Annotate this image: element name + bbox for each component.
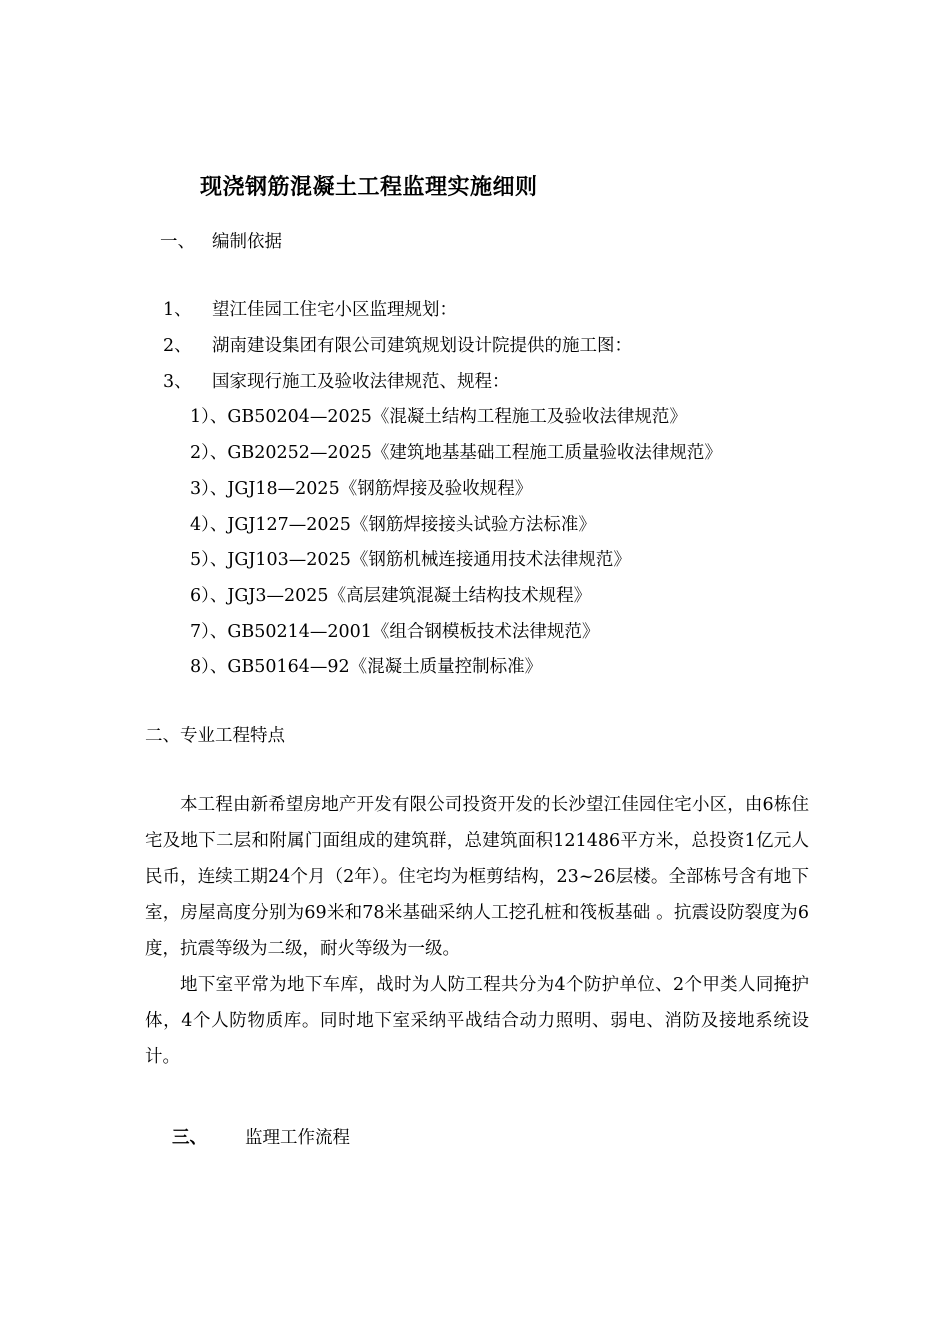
section3-heading: 监理工作流程 — [245, 1128, 350, 1148]
section2-heading: 二、专业工程特点 — [145, 726, 285, 746]
list-item-number: 1、 — [163, 300, 192, 320]
section1-number: 一、 — [160, 232, 195, 252]
section1-heading: 编制依据 — [212, 232, 282, 252]
sub-list-item: 8）、GB50164—92《混凝土质量控制标准》 — [190, 657, 543, 677]
paragraph: 地下室平常为地下车库，战时为人防工程共分为4个防护单位、2个甲类人同掩护体，4个人防物质库。同时地下室采纳平战结合动力照明、弱电、消防及接地系统设计。 — [145, 975, 809, 1067]
list-item: 国家现行施工及验收法律规范、规程： — [212, 372, 510, 392]
list-item-number: 3、 — [163, 372, 192, 392]
sub-list-item: 3）、JGJ18—2025《钢筋焊接及验收规程》 — [190, 479, 533, 499]
sub-list-item: 1）、GB50204—2025《混凝土结构工程施工及验收法律规范》 — [190, 407, 687, 427]
sub-list-item: 2）、GB20252—2025《建筑地基基础工程施工质量验收法律规范》 — [190, 443, 722, 463]
paragraph: 本工程由新希望房地产开发有限公司投资开发的长沙望江佳园住宅小区，由6栋住宅及地下二层和附属门面组成的建筑群，总建筑面积121486平方米，总投资1亿元人民币，连续工期24个月（2年）。住宅均为框剪结构，23~26层楼。全部栋号含有地下室，房屋高度分别为69米和78米基础采纳人工挖孔桩和筏板基础 。抗震设防裂度为6度，抗震等级为二级，耐火等级为一级。 — [145, 795, 809, 959]
page-title: 现浇钢筋混凝土工程监理实施细则 — [200, 174, 538, 200]
section3-number: 三、 — [172, 1128, 207, 1148]
section2-body — [145, 787, 809, 1075]
sub-list-item: 7）、GB50214—2001《组合钢模板技术法律规范》 — [190, 622, 600, 642]
list-item-number: 2、 — [163, 336, 192, 356]
list-item: 湖南建设集团有限公司建筑规划设计院提供的施工图： — [212, 336, 632, 356]
list-item: 望江佳园工住宅小区监理规划： — [212, 300, 457, 320]
sub-list-item: 4）、JGJ127—2025《钢筋焊接接头试验方法标准》 — [190, 515, 596, 535]
sub-list-item: 5）、JGJ103—2025《钢筋机械连接通用技术法律规范》 — [190, 550, 631, 570]
sub-list-item: 6）、JGJ3—2025《高层建筑混凝土结构技术规程》 — [190, 586, 592, 606]
